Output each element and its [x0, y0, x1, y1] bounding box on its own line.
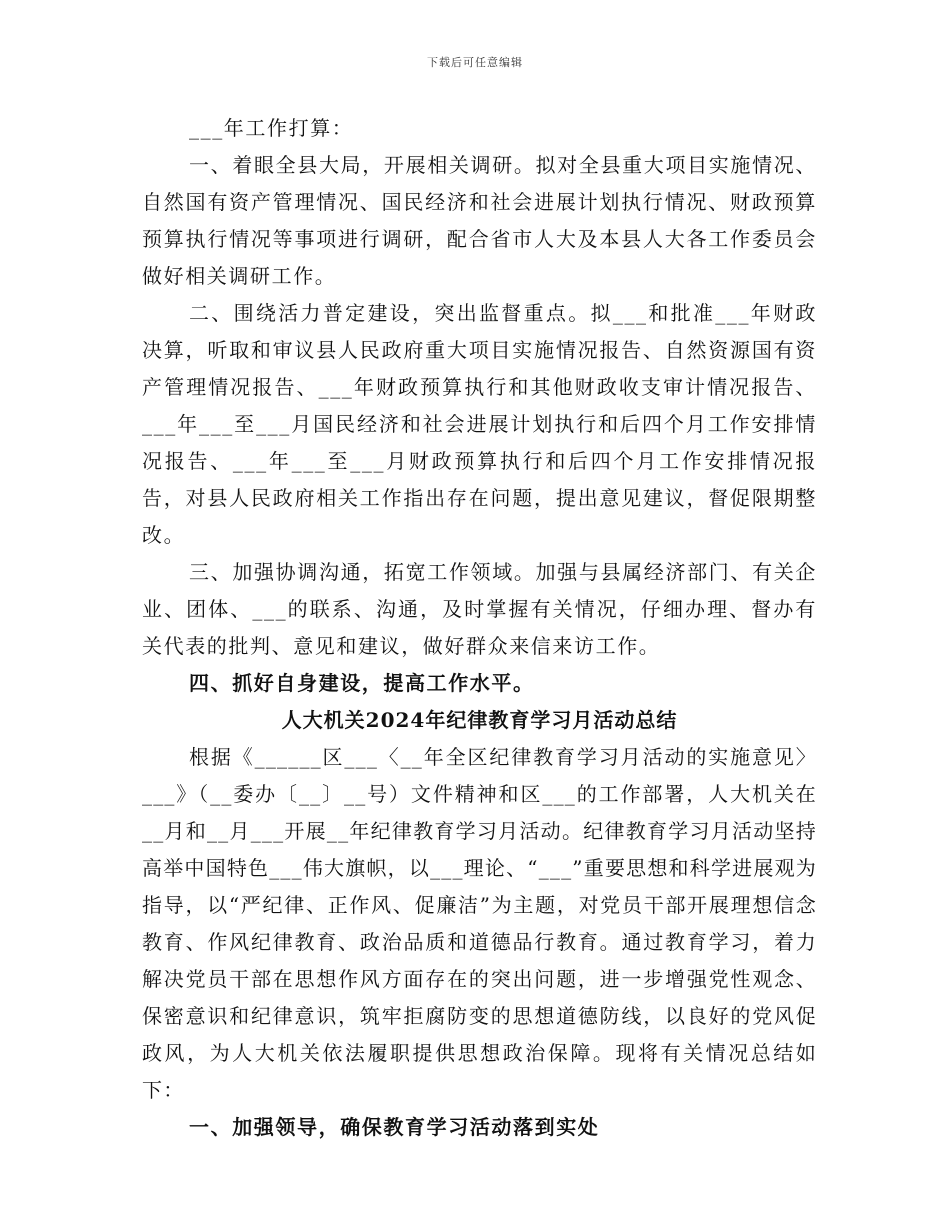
- paragraph-item-2: 二、围绕活力普定建设，突出监督重点。拟___和批准___年财政决算，听取和审议县人民政府重大项目实施情况报告、自然资源国有资产管理情况报告、___年财政预算执行和其他财政收支审计情况报告、___年___至___月国民经济和社会进展计划执行和后四个月工作安排情况报告、___年___至___月财政预算执行和后四个月工作安排情况报告，对县人民政府相关工作指出存在问题，提出意见建议，督促限期整改。: [142, 301, 817, 547]
- page-header: 下载后可任意编辑: [427, 56, 523, 69]
- paragraph-item-1: 一、着眼全县大局，开展相关调研。拟对全县重大项目实施情况、自然国有资产管理情况、国民经济和社会进展计划执行情况、财政预算预算执行情况等事项进行调研，配合省市人大及本县人大各工作委员会做好相关调研工作。: [142, 153, 817, 288]
- document-body: [142, 110, 817, 1146]
- paragraph-summary: 根据《______区___〈__年全区纪律教育学习月活动的实施意见〉___》（__委办〔__〕__号）文件精神和区___的工作部署，人大机关在__月和__月___开展__年纪律教育学习月活动。纪律教育学习月活动坚持高举中国特色___伟大旗帜，以___理论、“___”重要思想和科学进展观为指导，以“严纪律、正作风、促廉洁”为主题，对党员干部开展理想信念教育、作风纪律教育、政治品质和道德品行教育。通过教育学习，着力解决党员干部在思想作风方面存在的突出问题，进一步增强党性观念、保密意识和纪律意识，筑牢拒腐防变的思想道德防线，以良好的党风促政风，为人大机关依法履职提供思想政治保障。现将有关情况总结如下：: [142, 745, 817, 1102]
- paragraph-item-4: 四、抓好自身建设，提高工作水平。: [189, 671, 535, 695]
- section-heading-1: 一、加强领导，确保教育学习活动落到实处: [189, 1115, 600, 1139]
- paragraph-plan-intro: ___年工作打算：: [189, 116, 354, 140]
- paragraph-item-3: 三、加强协调沟通，拓宽工作领域。加强与县属经济部门、有关企业、团体、___的联系、沟通，及时掌握有关情况，仔细办理、督办有关代表的批判、意见和建议，做好群众来信来访工作。: [142, 560, 817, 658]
- document-title: 人大机关2024年纪律教育学习月活动总结: [281, 708, 678, 732]
